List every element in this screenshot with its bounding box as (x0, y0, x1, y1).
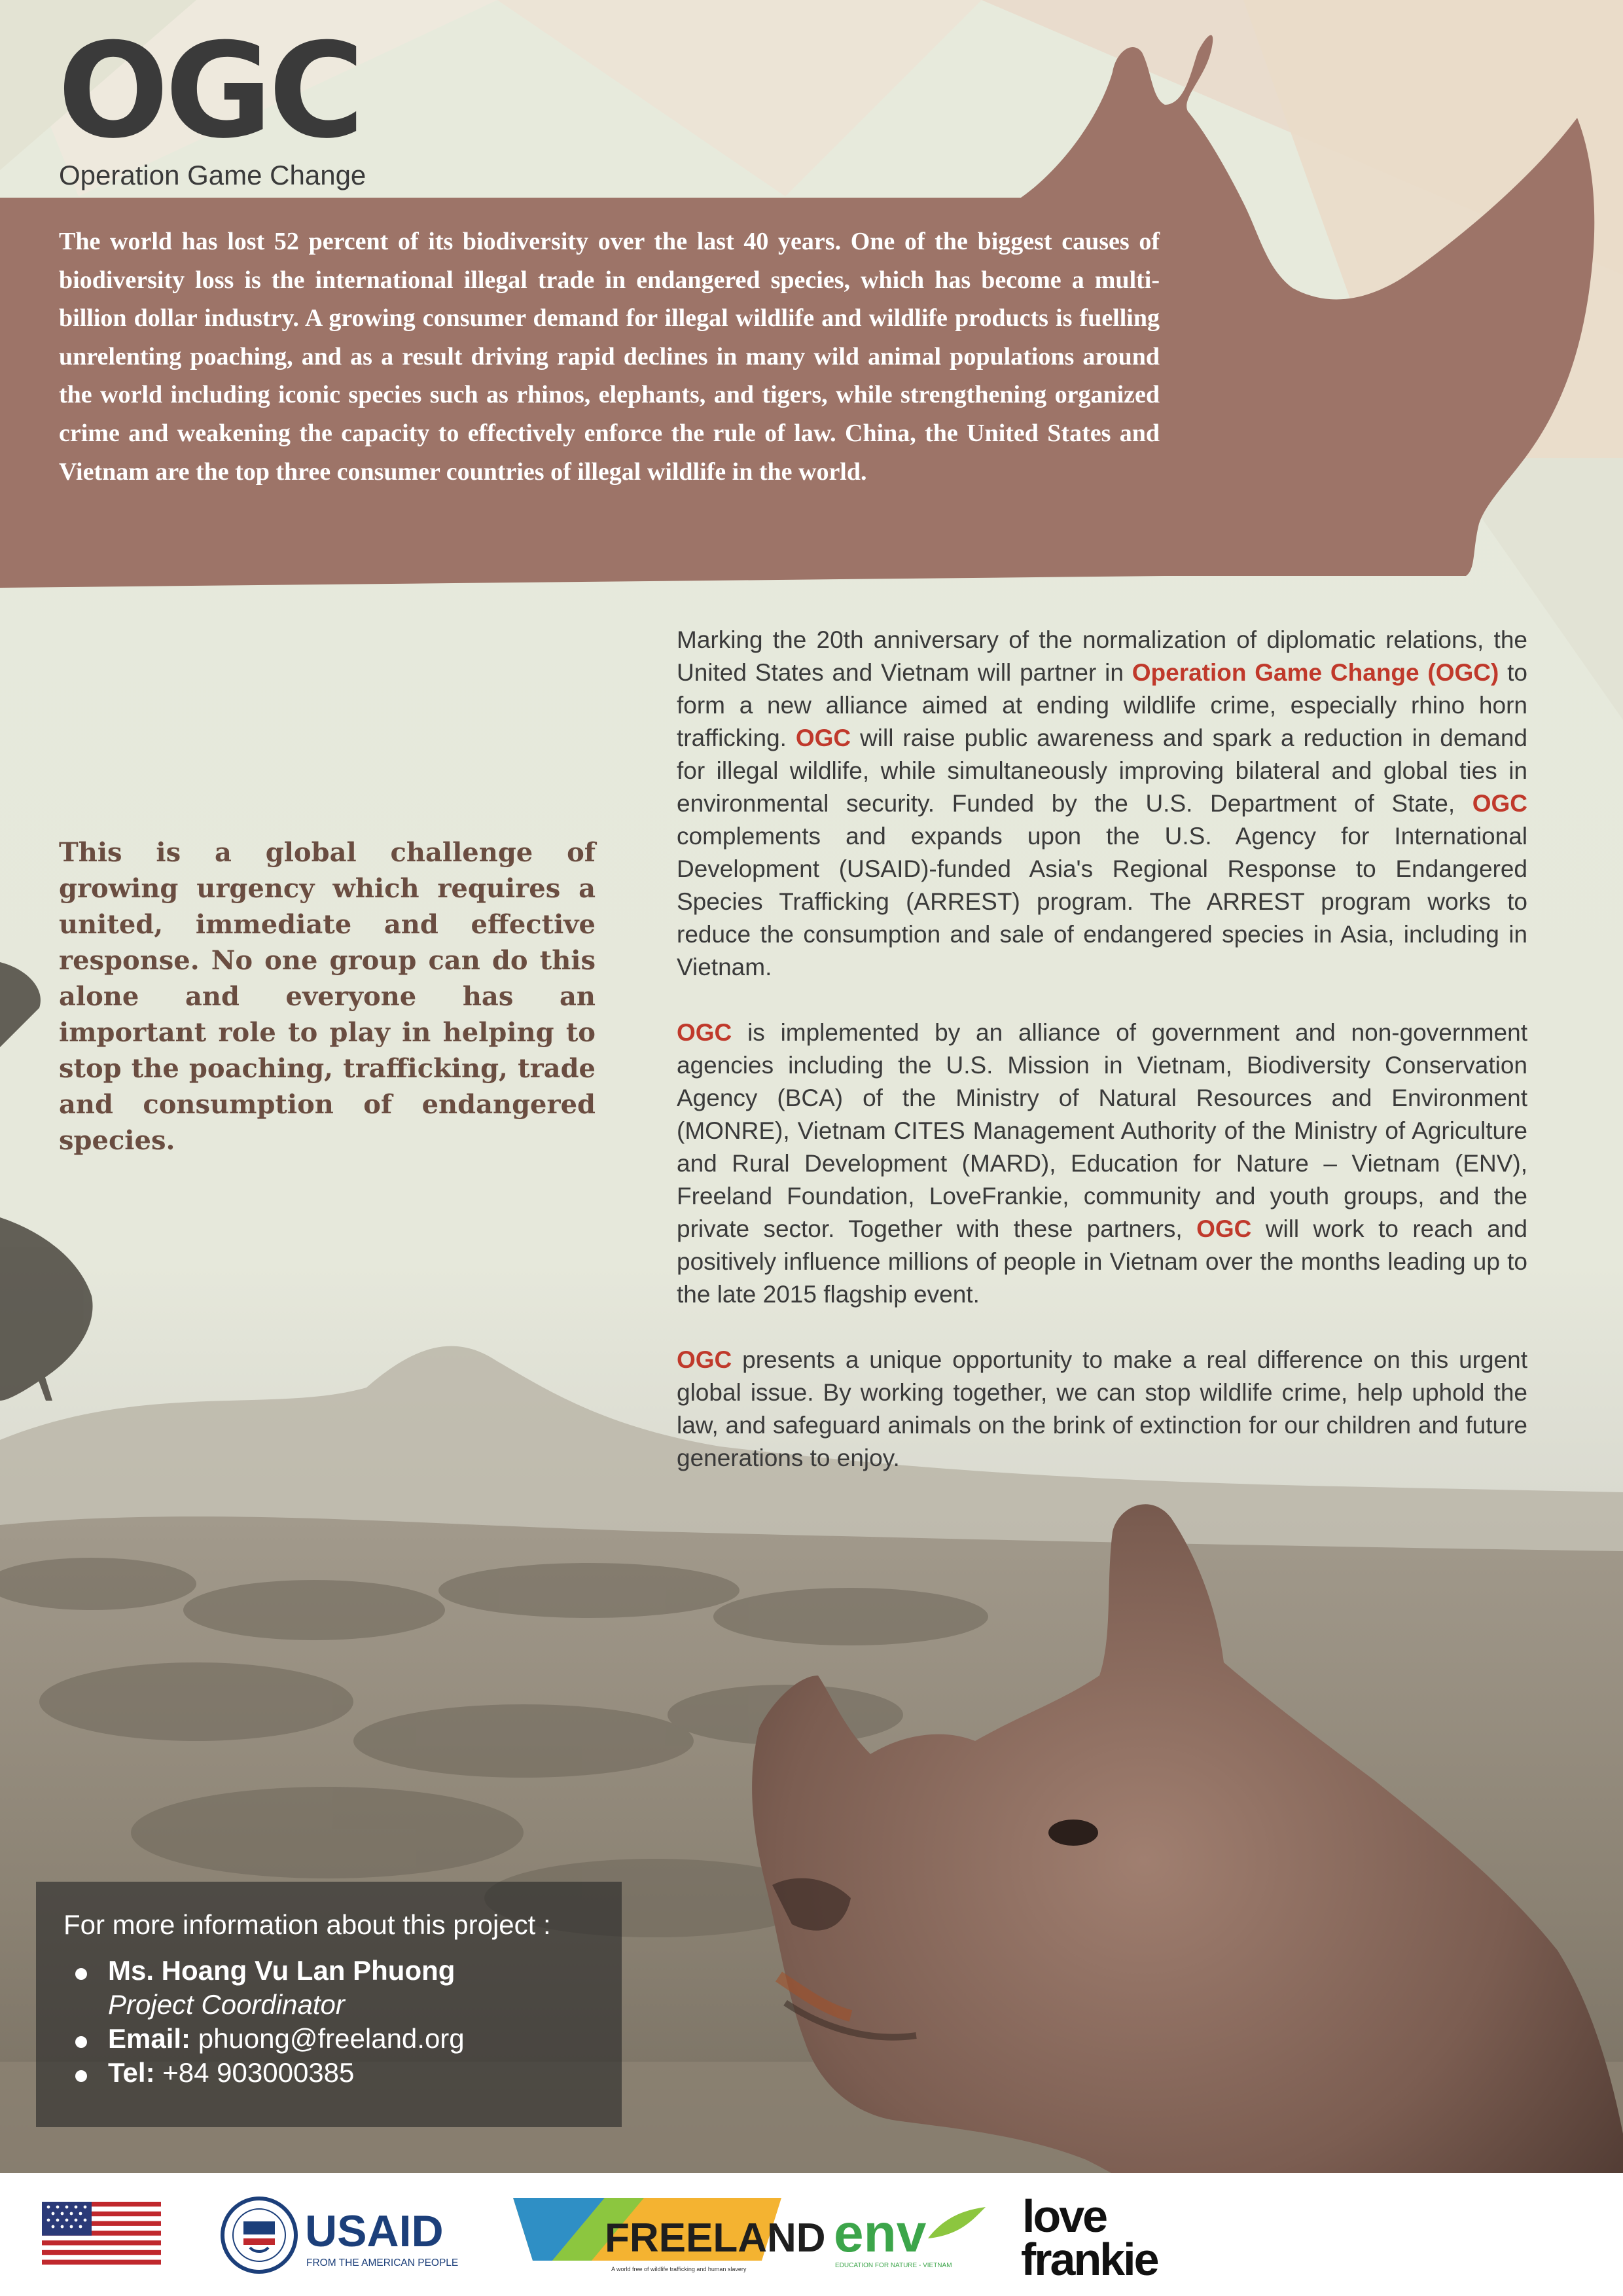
highlight-ogc: Operation Game Change (OGC) (1132, 659, 1499, 686)
highlight-ogc: OGC (1196, 1215, 1252, 1242)
body-text: complements and expands upon the U.S. Agency for International Development (USAID)-funded Asia's Regional Response to Endangered Species Trafficking (ARREST) program. The ARREST program works to reduce the consumption and sale of endangered species in Asia, including in Vietnam. (677, 823, 1527, 980)
body-paragraph-1 (677, 624, 1527, 984)
contact-phone (75, 2056, 465, 2090)
contact-box (36, 1882, 622, 2127)
body-text: Marking the 20th anniversary of the normalization of diplomatic relations, the United States and Vietnam will partner in (677, 626, 1527, 686)
lovefrankie-word-2: frankie (1021, 2234, 1158, 2285)
contact-heading: For more information about this project : (63, 1909, 551, 1940)
us-flag-logo (42, 2202, 161, 2265)
usaid-tagline: FROM THE AMERICAN PEOPLE (306, 2257, 459, 2269)
body-column (677, 624, 1527, 1507)
contact-person (75, 1954, 465, 2022)
lovefrankie-word-1: love (1022, 2191, 1107, 2242)
body-paragraph-2 (677, 1016, 1527, 1311)
contact-email (75, 2022, 465, 2056)
tel-number[interactable]: +84 903000385 (162, 2057, 355, 2088)
partner-logos-bar (0, 2173, 1623, 2296)
body-paragraph-3 (677, 1344, 1527, 1475)
brand-header (58, 15, 366, 191)
contact-role: Project Coordinator (108, 1989, 345, 2020)
body-text: is implemented by an alliance of government and non-government agencies including the U.S. Mission in Vietnam, Biodiversity Conservation Agency (BCA) of the Ministry of Natural Resources and Environment (MONRE), Vietnam CITES Management Authority of the Ministry of Agriculture and Rural Development (MARD), Education for Nature – Vietnam (ENV), Freeland Foundation, LoveFrankie, community and youth groups, and the private sector. Together with these partners, (677, 1019, 1527, 1242)
usaid-logo (219, 2193, 467, 2278)
freeland-logo (513, 2198, 826, 2275)
contact-list (75, 1954, 465, 2090)
env-wordmark: env (834, 2204, 927, 2263)
tel-label: Tel: (108, 2057, 155, 2088)
email-link[interactable]: phuong@freeland.org (198, 2023, 465, 2054)
highlight-ogc: OGC (677, 1019, 732, 1046)
body-text: will work to reach and positively influence millions of people in Vietnam over the months leading up to the late 2015 flagship event. (677, 1215, 1528, 1308)
env-tagline: EDUCATION FOR NATURE - VIETNAM (835, 2262, 952, 2269)
body-text: will raise public awareness and spark a reduction in demand for illegal wildlife, while simultaneously improving bilateral and global ties in environmental security. Funded by the U.S. Department of State, (677, 725, 1528, 817)
intro-paragraph: The world has lost 52 percent of its biodiversity over the last 40 years. One of the biggest causes of biodiversity loss is the international illegal trade in endangered species, which has become a multi-billion dollar industry. A growing consumer demand for illegal wildlife and wildlife products is fuelling unrelenting poaching, and as a result driving rapid declines in many wild animal populations around the world including iconic species such as rhinos, elephants, and tigers, while strengthening organized crime and weakening the capacity to effectively enforce the rule of law. China, the United States and Vietnam are the top three consumer countries of illegal wildlife in the world. (59, 228, 1160, 486)
freeland-tagline: A world free of wildlife trafficking and human slavery (611, 2266, 747, 2272)
pull-quote: This is a global challenge of growing urgency which requires a united, immediate and effective response. No one group can do this alone and everyone has an important role to play in helping to stop the poaching, trafficking, trade and consumption of endangered species. (59, 837, 596, 1156)
contact-name: Ms. Hoang Vu Lan Phuong (108, 1955, 455, 1986)
highlight-ogc: OGC (795, 725, 851, 751)
ogc-logo: OGC (58, 15, 361, 168)
env-logo (830, 2199, 987, 2271)
usaid-wordmark: USAID (305, 2206, 444, 2256)
logo-subtitle: Operation Game Change (59, 160, 366, 190)
body-text: to form a new alliance aimed at ending wildlife crime, especially rhino horn trafficking. (677, 659, 1528, 751)
highlight-ogc: OGC (677, 1346, 732, 1373)
lovefrankie-logo (1018, 2191, 1182, 2283)
email-label: Email: (108, 2023, 191, 2054)
body-text: presents a unique opportunity to make a real difference on this urgent global issue. By working together, we can stop wildlife crime, help uphold the law, and safeguard animals on the brink of extinction for our children and future generations to enjoy. (677, 1346, 1527, 1471)
freeland-wordmark: FREELAND (605, 2215, 826, 2261)
highlight-ogc: OGC (1472, 790, 1527, 817)
